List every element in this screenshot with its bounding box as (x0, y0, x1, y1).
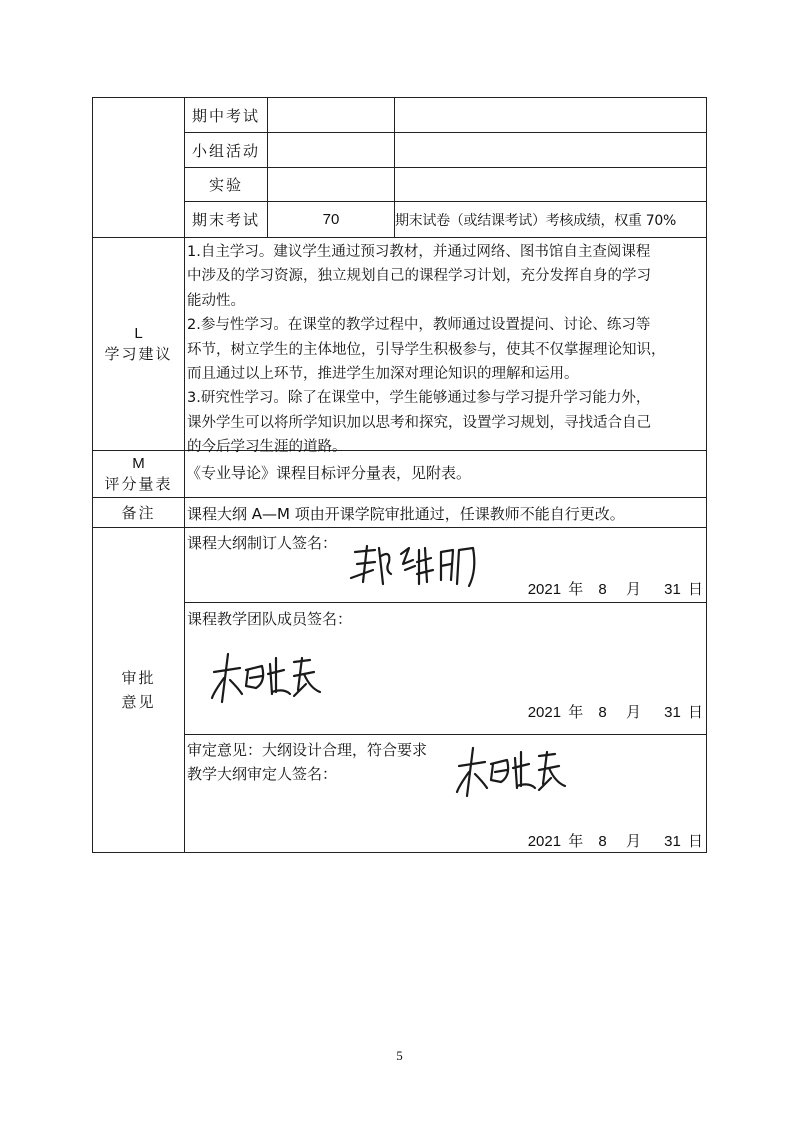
table-line (184, 734, 707, 735)
date-year-unit: 年 (568, 704, 584, 721)
date-year: 2021 (527, 833, 562, 850)
suggestions-line: 环节，树立学生的主体地位，引导学生积极参与，使其不仅掌握理论知识， (187, 341, 666, 358)
assessment-weight-final: 70 (322, 211, 340, 228)
drafter-signature (345, 540, 485, 590)
suggestions-line: 2.参与性学习。在课堂的教学过程中，教师通过设置提问、讨论、练习等 (187, 317, 651, 334)
assessment-weight-lab (268, 168, 394, 201)
date-day: 31 (664, 833, 681, 850)
assessment-note-midterm (395, 98, 706, 132)
date-day: 31 (664, 581, 681, 598)
date-year-unit: 年 (568, 833, 584, 850)
table-line (706, 97, 707, 853)
assessment-item-midterm: 期中考试 (191, 106, 260, 125)
drafter-signature-label: 课程大纲制订人签名： (187, 534, 338, 552)
date-month-unit: 月 (625, 833, 641, 850)
assessment-weight-midterm (268, 98, 394, 132)
date-month: 8 (598, 704, 607, 721)
reviewer-signature (455, 742, 575, 802)
scale-label-cell (93, 451, 184, 497)
assessment-weight-group (268, 133, 394, 167)
date-day-unit: 日 (687, 581, 703, 598)
approval-label-cell (93, 528, 184, 852)
suggestions-text (187, 240, 706, 460)
date-3 (528, 830, 703, 851)
date-month: 8 (598, 581, 607, 598)
suggestions-line: 能动性。 (187, 292, 245, 309)
date-day-unit: 日 (687, 833, 703, 850)
assessment-note-group (395, 133, 706, 167)
assessment-item-group: 小组活动 (191, 141, 260, 160)
assessment-note-final: 期末试卷（或结课考试）考核成绩，权重 70% (395, 212, 676, 229)
date-month-unit: 月 (625, 704, 641, 721)
date-1 (528, 578, 703, 599)
suggestions-label-cell (93, 238, 184, 450)
reviewer-signature-label: 教学大纲审定人签名： (187, 765, 338, 783)
table-line (184, 602, 707, 603)
scale-letter: M (132, 455, 145, 472)
remarks-label: 备注 (121, 504, 156, 522)
date-year: 2021 (527, 704, 562, 721)
assessment-note-lab (395, 168, 706, 201)
date-year-unit: 年 (568, 581, 584, 598)
team-signature-label: 课程教学团队成员签名： (187, 610, 353, 628)
review-opinion: 审定意见：大纲设计合理，符合要求 (187, 741, 428, 759)
approval-label-line1: 审批 (121, 669, 156, 687)
assessment-item-final: 期末考试 (191, 211, 260, 229)
scale-label: 评分量表 (104, 475, 173, 493)
date-month: 8 (598, 833, 607, 850)
date-month-unit: 月 (625, 581, 641, 598)
date-2 (528, 701, 703, 722)
suggestions-label: 学习建议 (104, 345, 173, 363)
suggestions-line: 1.自主学习。建议学生通过预习教材，并通过网络、图书馆自主查阅课程 (187, 244, 651, 260)
remarks-text: 课程大纲 A—M 项由开课学院审批通过，任课教师不能自行更改。 (187, 505, 625, 523)
suggestions-line: 3.研究性学习。除了在课堂中，学生能够通过参与学习提升学习能力外， (187, 390, 651, 407)
date-year: 2021 (527, 581, 562, 598)
suggestions-letter: L (134, 325, 143, 342)
suggestions-line: 课外学生可以将所学知识加以思考和探究，设置学习规划，寻找适合自己 (187, 414, 651, 431)
suggestions-line: 的今后学习生涯的道路。 (187, 439, 347, 456)
date-day-unit: 日 (687, 704, 703, 721)
team-signature (210, 648, 330, 708)
date-day: 31 (664, 704, 681, 721)
suggestions-line: 而且通过以上环节，推进学生加深对理论知识的理解和运用。 (187, 366, 579, 383)
scale-text: 《专业导论》课程目标评分量表，见附表。 (186, 464, 472, 482)
suggestions-line: 中涉及的学习资源，独立规划自己的课程学习计划，充分发挥自身的学习 (187, 268, 651, 285)
page-number: 5 (396, 1048, 403, 1063)
approval-label-line2: 意见 (121, 693, 156, 711)
assessment-item-lab: 实验 (208, 176, 243, 194)
